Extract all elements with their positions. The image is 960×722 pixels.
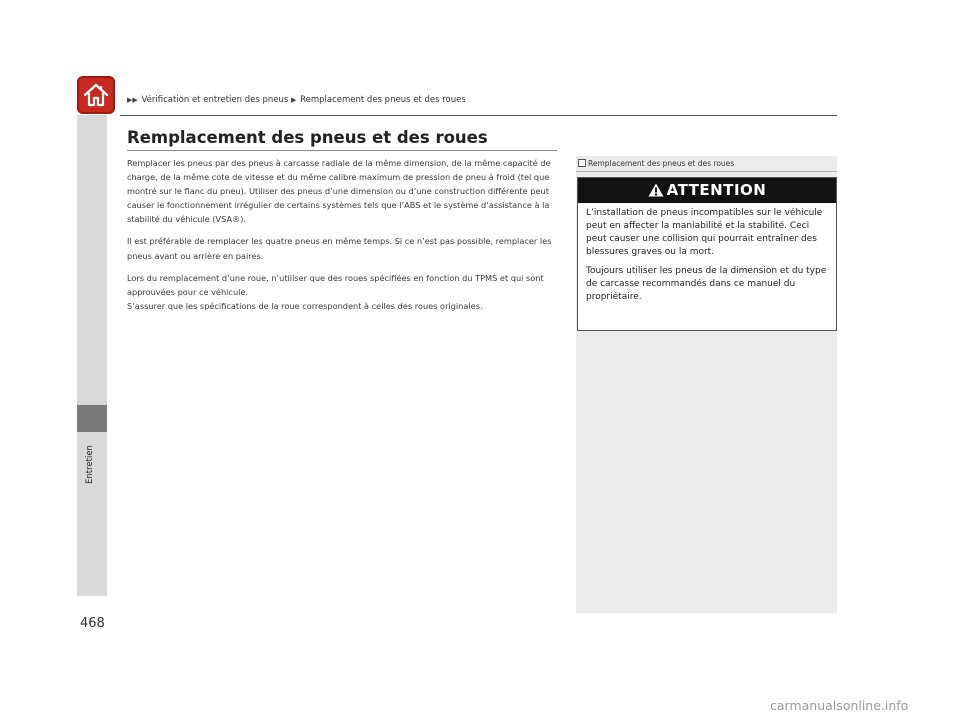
warning-header (578, 178, 836, 203)
breadcrumb-link-tire-maintenance[interactable]: Vérification et entretien des pneus (141, 95, 289, 105)
sidebar-header-title: Remplacement des pneus et des roues (588, 159, 735, 168)
breadcrumb-arrows: ▶▶ (127, 96, 138, 104)
warning-title: ATTENTION (666, 181, 767, 199)
paragraph-wheel-tpms: Lors du remplacement d’une roue, n’utiliser que des roues spécifiées en fonction du TPMS et qui sont approuvées pour ce véhicule. (127, 272, 544, 297)
paragraph-replace-four: Il est préférable de remplacer les quatre pneus en même temps. Si ce n’est pas possible, remplacer les pneus avant ou arrière en paires. (127, 236, 552, 261)
paragraph-wheel-specs: S’assurer que les spécifications de la roue correspondent à celles des roues originales. (127, 300, 483, 311)
warning-body (578, 203, 836, 304)
main-content (127, 156, 557, 313)
home-button[interactable] (77, 76, 115, 114)
sidebar-notes (576, 156, 837, 613)
reference-marker-icon (578, 159, 586, 167)
title-divider (127, 150, 557, 151)
warning-text-incompatible: L’installation de pneus incompatibles sur le véhicule peut en affecter la maniabilité et la stabilité. Ceci peut causer une collision qui pourrait entraîner des blessures graves ou la mort. (586, 208, 823, 257)
side-tab-label[interactable]: Entretien (85, 445, 95, 484)
breadcrumb-current: Remplacement des pneus et des roues (300, 95, 466, 105)
home-icon (82, 81, 110, 109)
warning-triangle-icon (648, 183, 664, 197)
page-title: Remplacement des pneus et des roues (127, 128, 488, 147)
warning-box (577, 177, 837, 331)
breadcrumb-separator: ▶ (291, 96, 297, 104)
paragraph-tire-specs: Remplacer les pneus par des pneus à carcasse radiale de la même dimension, de la même capacité de charge, de la même cote de vitesse et du même calibre maximum de pression de pneu à froid (tel que montré sur le flanc du pneu). Utiliser des pneus d’une dimension ou d’une construction différente peut causer le fonctionnement irrégulier de certains systèmes tels que l’ABS et le système d’assistance à la stabilité du véhicule (VSA®). (127, 158, 551, 225)
warning-text-recommended: Toujours utiliser les pneus de la dimension et du type de carcasse recommandés dans ce manuel du propriétaire. (586, 266, 827, 302)
side-tab-active-marker[interactable] (77, 405, 107, 432)
side-tab-strip-top (77, 115, 107, 405)
header-divider (120, 115, 837, 116)
watermark: carmanualsonline.info (770, 698, 909, 713)
breadcrumb (127, 95, 466, 105)
page-number: 468 (80, 616, 105, 631)
sidebar-header (576, 156, 837, 172)
